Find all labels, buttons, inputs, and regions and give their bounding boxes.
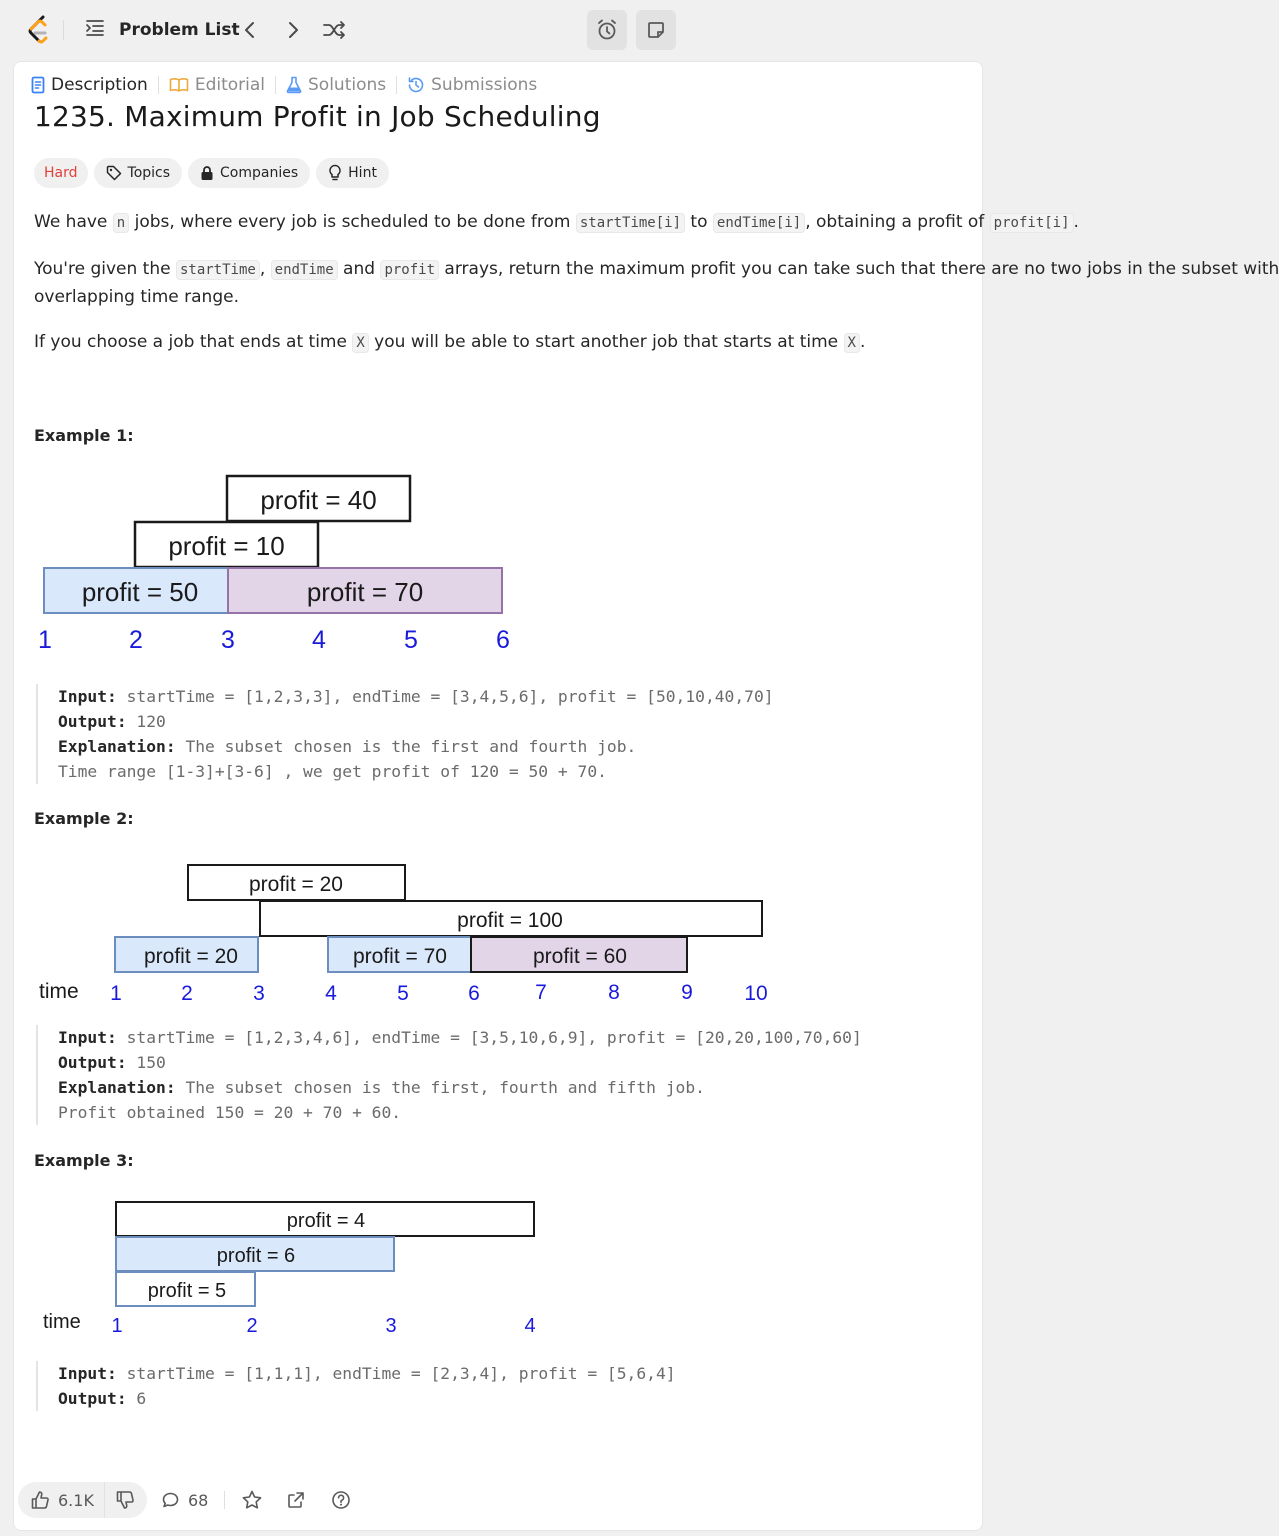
flask-icon — [286, 76, 302, 94]
random-problem-button[interactable] — [320, 17, 348, 43]
job-label: profit = 100 — [457, 909, 563, 932]
job-label: profit = 60 — [533, 945, 627, 968]
note-icon — [646, 20, 666, 40]
dislike-button[interactable] — [104, 1482, 147, 1518]
tick-label: 10 — [744, 982, 768, 1005]
example-2-heading: Example 2: — [34, 809, 134, 828]
chevron-right-icon — [286, 20, 300, 40]
shuffle-icon — [322, 20, 346, 40]
topics-label: Topics — [127, 165, 171, 181]
tag-icon — [106, 165, 122, 181]
description-paragraph-2: You're given the startTime , endTime and profit arrays, return the maximum profit you can take such that there are no two jobs in the subset with overlapping time range. — [34, 259, 1279, 307]
nav-divider — [63, 20, 64, 40]
example-2-io: Input: startTime = [1,2,3,4,6], endTime = [3,5,10,6,9], profit = [20,20,100,70,60] Output: 150 Explanation: The subset chosen is the first, fourth and fifth job. Profit obtained 150 = 20 + 70 + 60. — [36, 1025, 862, 1125]
tab-submissions-label: Submissions — [431, 74, 538, 95]
hint-button[interactable] — [316, 158, 389, 188]
favorite-button[interactable] — [241, 1482, 263, 1518]
tick-label: 3 — [221, 626, 235, 654]
job-label: profit = 70 — [353, 945, 447, 968]
description-paragraph-3: If you choose a job that ends at time X you will be able to start another job that starts at time X . — [34, 332, 866, 352]
companies-label: Companies — [220, 165, 299, 181]
comment-icon — [161, 1491, 180, 1510]
tick-label: 4 — [524, 1315, 536, 1337]
tick-label: 6 — [496, 626, 510, 654]
tick-label: 9 — [681, 981, 693, 1004]
hint-label: Hint — [348, 165, 377, 181]
tick-label: 1 — [110, 982, 122, 1005]
tab-description-label: Description — [51, 74, 148, 95]
companies-button[interactable] — [188, 158, 310, 188]
tab-divider — [275, 76, 276, 94]
tab-divider — [158, 76, 159, 94]
example-3-heading: Example 3: — [34, 1151, 134, 1170]
tick-label: 1 — [111, 1315, 123, 1337]
tick-label: 2 — [129, 626, 143, 654]
comments-button[interactable] — [161, 1482, 208, 1518]
description-panel — [13, 61, 1279, 1531]
bottom-action-bar — [18, 1480, 351, 1520]
like-button[interactable] — [18, 1482, 104, 1518]
example-1-heading: Example 1: — [34, 426, 134, 445]
difficulty-badge — [34, 158, 88, 188]
top-navbar — [0, 0, 970, 60]
share-button[interactable] — [286, 1482, 306, 1518]
chevron-left-icon — [243, 20, 257, 40]
help-button[interactable] — [331, 1482, 351, 1518]
thumbs-down-icon — [115, 1490, 135, 1510]
alarm-clock-icon — [596, 19, 618, 41]
job-label: profit = 50 — [81, 577, 199, 607]
tab-divider — [396, 76, 397, 94]
time-axis-label: time — [43, 1311, 81, 1333]
example-1-io: Input: startTime = [1,2,3,3], endTime = [3,4,5,6], profit = [50,10,40,70] Output: 120 Explanation: The subset chosen is the first and fourth job. Time range [1-3]+[3-6] , we get profit of 120 = 50 + 70. — [36, 684, 774, 784]
problem-chips — [34, 158, 389, 188]
job-label: profit = 10 — [168, 531, 285, 561]
lightbulb-icon — [328, 164, 342, 182]
vote-group — [18, 1482, 147, 1518]
list-icon — [85, 19, 105, 41]
tick-label: 4 — [325, 982, 337, 1005]
lock-icon — [200, 165, 214, 181]
job-label: profit = 20 — [144, 945, 238, 968]
problem-list-button[interactable] — [85, 16, 240, 44]
timer-button[interactable] — [587, 10, 627, 50]
tick-label: 4 — [312, 626, 326, 654]
notes-button[interactable] — [636, 10, 676, 50]
tab-description[interactable] — [31, 75, 158, 95]
topics-button[interactable] — [94, 158, 183, 188]
leetcode-logo-icon[interactable] — [26, 14, 54, 46]
tab-editorial-label: Editorial — [194, 74, 266, 95]
problem-title: 1235. Maximum Profit in Job Scheduling — [34, 100, 601, 133]
tick-label: 5 — [404, 626, 418, 654]
example-3-diagram — [34, 1200, 554, 1340]
tick-label: 7 — [535, 981, 547, 1004]
problem-list-label: Problem List — [119, 20, 240, 40]
prev-problem-button[interactable] — [238, 17, 262, 43]
tick-label: 3 — [253, 982, 265, 1005]
star-icon — [241, 1489, 263, 1511]
history-icon — [407, 76, 425, 94]
comment-count: 68 — [187, 1490, 209, 1510]
description-paragraph-1: We have n jobs, where every job is scheduled to be done from startTime[i] to endTime[i] , obtaining a profit of profit[i] . — [34, 212, 1079, 232]
tick-label: 2 — [246, 1315, 258, 1337]
question-circle-icon — [331, 1490, 351, 1510]
job-label: profit = 4 — [286, 1210, 366, 1232]
tab-editorial[interactable] — [169, 75, 275, 95]
time-axis-label: time — [39, 980, 79, 1003]
job-label: profit = 20 — [249, 873, 343, 896]
tab-solutions-label: Solutions — [308, 74, 387, 95]
example-1-diagram — [34, 474, 554, 662]
like-count: 6.1K — [58, 1490, 94, 1510]
document-icon — [31, 76, 45, 94]
job-label: profit = 70 — [306, 577, 424, 607]
tab-solutions[interactable] — [286, 75, 396, 95]
job-label: profit = 6 — [216, 1245, 296, 1267]
tick-label: 3 — [385, 1315, 397, 1337]
tick-label: 8 — [608, 981, 620, 1004]
footer-divider — [224, 1491, 225, 1509]
book-icon — [169, 77, 189, 93]
job-label: profit = 40 — [260, 485, 377, 515]
external-link-icon — [286, 1490, 306, 1510]
job-label: profit = 5 — [147, 1280, 227, 1302]
tick-label: 5 — [397, 982, 409, 1005]
tick-label: 6 — [468, 982, 480, 1005]
difficulty-label: Hard — [44, 165, 78, 181]
next-problem-button[interactable] — [281, 17, 305, 43]
example-2-diagram — [34, 862, 794, 1008]
thumbs-up-icon — [30, 1490, 50, 1510]
tick-label: 2 — [181, 982, 193, 1005]
tick-label: 1 — [38, 626, 52, 654]
tab-submissions[interactable] — [407, 75, 547, 95]
example-3-io: Input: startTime = [1,1,1], endTime = [2,3,4], profit = [5,6,4] Output: 6 — [36, 1361, 676, 1411]
